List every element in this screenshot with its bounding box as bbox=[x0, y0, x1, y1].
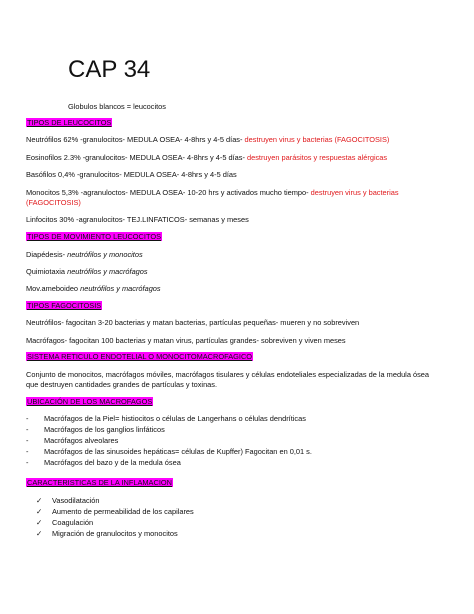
list-item-text: Macrófagos del bazo y de la medula ósea bbox=[44, 458, 181, 467]
heading-caracteristicas-inflamacion bbox=[26, 478, 173, 488]
heading-tipos-fagocitosis bbox=[26, 301, 102, 311]
heading-text: TIPOS DE LEUCOCITOS bbox=[27, 118, 112, 127]
list-item bbox=[26, 425, 165, 435]
dash-bullet-icon: - bbox=[26, 414, 29, 423]
list-item-text: Coagulación bbox=[52, 518, 94, 527]
checkmark-icon: ✓ bbox=[36, 496, 43, 505]
dash-bullet-icon: - bbox=[26, 425, 29, 434]
quimiotaxia-line bbox=[26, 267, 148, 277]
ameboideo-line bbox=[26, 284, 161, 294]
list-item bbox=[26, 436, 118, 446]
dash-bullet-icon: - bbox=[26, 447, 29, 456]
list-item bbox=[26, 447, 312, 457]
page-title: CAP 34 bbox=[68, 56, 151, 83]
eosinofilos-line bbox=[26, 153, 387, 163]
list-item-text: Macrófagos de los ganglios linfáticos bbox=[44, 425, 165, 434]
list-item-text: Vasodilatación bbox=[52, 496, 100, 505]
quimiotaxia-label: Quimiotaxia bbox=[26, 267, 68, 276]
list-item-text: Macrófagos alveolares bbox=[44, 436, 119, 445]
monocitos-line bbox=[26, 188, 399, 198]
list-item bbox=[26, 529, 178, 539]
neutrofilos-line bbox=[26, 135, 389, 145]
fagocitosis-neutrofilos-line: Neutrófilos- fagocitan 3-20 bacterias y matan bacterias, partículas pequeñas- mueren y no sobreviven bbox=[26, 318, 360, 327]
heading-text: TIPOS FAGOCITOSIS bbox=[27, 301, 102, 310]
list-item bbox=[26, 458, 181, 468]
ameboideo-label: Mov.ameboideo bbox=[26, 284, 81, 293]
list-item bbox=[26, 507, 194, 517]
diapedesis-line bbox=[26, 250, 143, 260]
neutrofilos-function: destruyen virus y bacterias (FAGOCITOSIS) bbox=[244, 135, 390, 144]
dash-bullet-icon: - bbox=[26, 458, 29, 467]
heading-ubicacion-macrofagos bbox=[26, 397, 153, 407]
eosinofilos-text: Eosinofilos 2.3% -granulocitos- MEDULA OSEA- 4-8hrs y 4-5 días- bbox=[26, 153, 247, 162]
heading-sistema-reticulo bbox=[26, 352, 253, 362]
quimiotaxia-cells: neutrófilos y macrófagos bbox=[67, 267, 148, 276]
list-item-text: Macrófagos de las sinusoides hepáticas= células de Kupffer) Fagocitan en 0,01 s. bbox=[44, 447, 312, 456]
reticulo-paragraph-line-2: que destruyen cantidades grandes de partículas y toxinas. bbox=[26, 380, 218, 389]
diapedesis-cells: neutrófilos y monocitos bbox=[67, 250, 143, 259]
list-item bbox=[26, 414, 306, 424]
neutrofilos-text: Neutrófilos 62% -granulocitos- MEDULA OSEA- 4-8hrs y 4-5 días- bbox=[26, 135, 245, 144]
basofilos-line: Basófilos 0,4% -granulocitos- MEDULA OSEA- 4-8hrs y 4-5 días bbox=[26, 170, 237, 179]
heading-text: TIPOS DE MOVIMIENTO LEUCOCITOS bbox=[27, 232, 162, 241]
heading-tipos-movimiento bbox=[26, 232, 162, 242]
monocitos-text: Monocitos 5,3% -agranuloctos- MEDULA OSEA- 10-20 hrs y activados mucho tiempo- bbox=[26, 188, 311, 197]
checkmark-icon: ✓ bbox=[36, 518, 43, 527]
list-item-text: Aumento de permeabilidad de los capilares bbox=[52, 507, 194, 516]
reticulo-paragraph-line-1: Conjunto de monocitos, macrófagos móviles, macrófagos tisulares y células endoteliales especializadas de la medula ósea bbox=[26, 370, 430, 379]
ameboideo-cells: neutrófilos y macrófagos bbox=[80, 284, 161, 293]
diapedesis-label: Diapédesis- bbox=[26, 250, 68, 259]
eosinofilos-function: destruyen parásitos y respuestas alérgicas bbox=[247, 153, 388, 162]
dash-bullet-icon: - bbox=[26, 436, 29, 445]
intro-line: Globulos blancos = leucocitos bbox=[68, 102, 166, 111]
list-item-text: Migración de granulocitos y monocitos bbox=[52, 529, 178, 538]
checkmark-icon: ✓ bbox=[36, 529, 43, 538]
linfocitos-line: Linfocitos 30% -agranulocitos- TEJ.LINFATICOS- semanas y meses bbox=[26, 215, 249, 224]
heading-text: CARACTERISTICAS DE LA INFLAMACION bbox=[27, 478, 172, 487]
list-item-text: Macrófagos de la Piel= histiocitos o células de Langerhans o células dendríticas bbox=[44, 414, 306, 423]
monocitos-function: destruyen virus y bacterias bbox=[310, 188, 399, 197]
heading-text: UBICACIÓN DE LOS MACROFAGOS bbox=[27, 397, 153, 406]
fagocitosis-macrofagos-line: Macrófagos- fagocitan 100 bacterias y matan virus, partículas grandes- sobreviven y viven meses bbox=[26, 336, 346, 345]
list-item bbox=[26, 518, 93, 528]
checkmark-icon: ✓ bbox=[36, 507, 43, 516]
heading-tipos-leucocitos bbox=[26, 118, 112, 128]
monocitos-function-cont: (FAGOCITOSIS) bbox=[26, 198, 81, 207]
list-item bbox=[26, 496, 100, 506]
heading-text: SISTEMA RETICULO ENDOTELIAL O MONOCITOMACROFAGICO bbox=[27, 352, 253, 361]
